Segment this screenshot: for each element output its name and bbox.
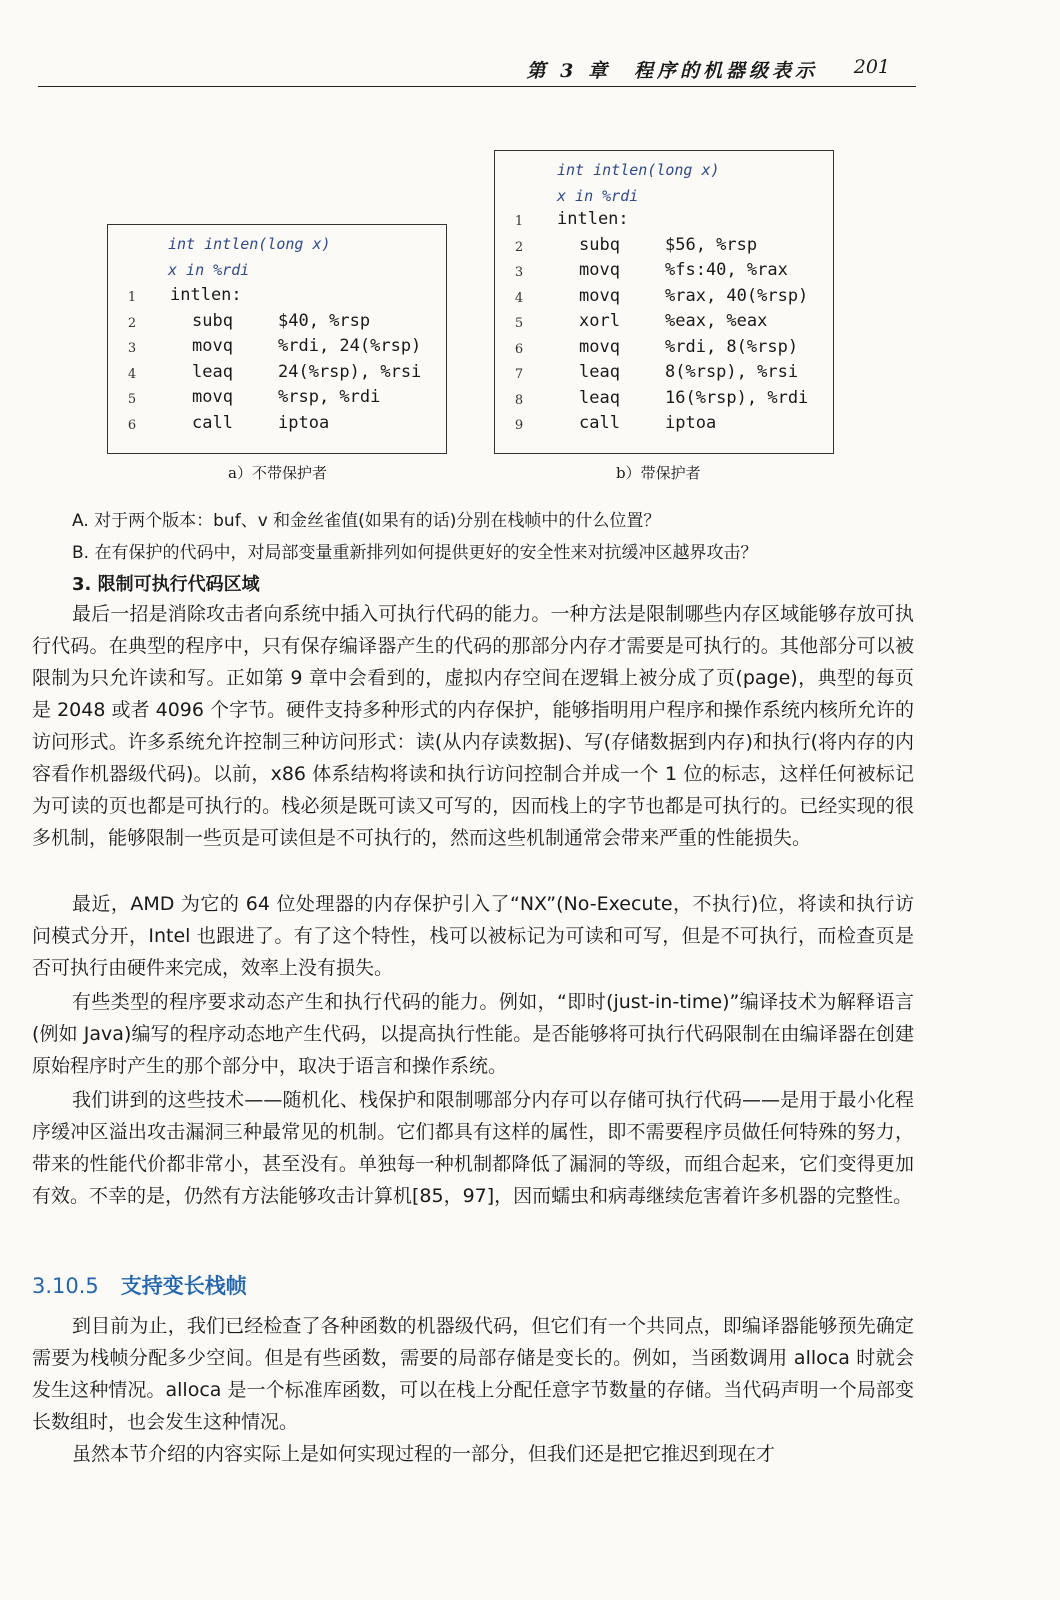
paragraph-1: 最后一招是消除攻击者向系统中插入可执行代码的能力。一种方法是限制哪些内存区域能够存放可执行代码。在典型的程序中，只有保存编译器产生的代码的那部分内存才需要是可执行的。其他部分可以被限制为只允许读和写。正如第 9 章中会看到的，虚拟内存空间在逻辑上被分成了页(page)，典型的每页是 2048 或者 4096 个字节。硬件支持多种形式的内存保护，能够指明用户程序和操作系统内核所允许的访问形式。许多系统允许控制三种访问形式：读(从内存读数据)、写(存储数据到内存)和执行(将内存的内容看作机器级代码)。以前，x86 体系结构将读和执行访问控制合并成一个 1 位的标志，这样任何被标记为可读的页也都是可执行的。栈必须是既可读又可写的，因而栈上的字节也都是可执行的。已经实现的很多机制，能够限制一些页是可读但是不可执行的，然而这些机制通常会带来严重的性能损失。 — [32, 603, 914, 849]
code-operands: %eax, %eax — [665, 311, 768, 331]
code-opcode: subq — [192, 310, 233, 331]
paragraph-4: 我们讲到的这些技术——随机化、栈保护和限制哪部分内存可以存储可执行代码——是用于最小化程序缓冲区溢出攻击漏洞三种最常见的机制。它们都具有这样的属性，即不需要程序员做任何特殊的努力，带来的性能代价都非常小，甚至没有。单独每一种机制都降低了漏洞的等级，而组合起来，它们变得更加有效。不幸的是，仍然有方法能够攻击计算机[85，97]，因而蠕虫和病毒继续危害着许多机器的完整性。 — [32, 1089, 914, 1207]
code-opcode: leaq — [192, 361, 233, 382]
figure-b-caption: b）带保护者 — [616, 464, 701, 482]
code-opcode: movq — [192, 387, 233, 407]
section-paragraph-2: 虽然本节介绍的内容实际上是如何实现过程的一部分，但我们还是把它推迟到现在才 — [72, 1443, 776, 1465]
line-number: 7 — [514, 367, 524, 382]
code-operands: 8(%rsp), %rsi — [665, 362, 799, 382]
code-line — [495, 337, 833, 362]
code-operands: 16(%rsp), %rdi — [665, 387, 809, 408]
code-operands: iptoa — [665, 413, 717, 433]
code-line — [108, 387, 446, 412]
line-number: 5 — [514, 316, 524, 331]
code-opcode: xorl — [579, 311, 620, 331]
paragraph-2: 最近，AMD 为它的 64 位处理器的内存保护引入了“NX”(No-Execute，不执行)位，将读和执行访问模式分开，Intel 也跟进了。有了这个特性，栈可以被标记为可读和可写，但是不可执行，而检查页是否可执行由硬件来完成，效率上没有损失。 — [32, 893, 914, 979]
code-line — [495, 388, 833, 413]
line-number: 1 — [514, 214, 524, 229]
code-opcode: leaq — [579, 387, 620, 408]
code-opcode: call — [192, 412, 233, 433]
code-operands: iptoa — [278, 412, 330, 433]
section-title: 支持变长栈帧 — [120, 1274, 247, 1298]
code-operands: %fs:40, %rax — [665, 260, 788, 280]
page-number: 201 — [853, 56, 890, 78]
line-number: 5 — [127, 392, 137, 407]
line-number: 3 — [514, 265, 524, 280]
code-line — [495, 209, 833, 234]
chapter-title: 第 3 章 程序的机器级表示 — [526, 60, 818, 82]
line-number: 2 — [127, 315, 137, 331]
code-operands: %rax, 40(%rsp) — [665, 285, 809, 306]
line-number: 9 — [514, 418, 524, 433]
line-number: 6 — [127, 417, 137, 433]
line-number: 4 — [127, 366, 137, 382]
line-number: 1 — [127, 290, 137, 305]
code-line — [108, 285, 446, 310]
code-opcode: movq — [192, 336, 233, 356]
subsection-heading: 3. 限制可执行代码区域 — [72, 574, 260, 595]
code-line — [108, 336, 446, 361]
code-operands: $40, %rsp — [278, 310, 371, 331]
code-comment-param: x in %rdi — [168, 261, 250, 279]
code-operands: 24(%rsp), %rsi — [278, 361, 422, 382]
code-line — [495, 362, 833, 387]
code-figure-a — [107, 224, 447, 454]
question-a: A. 对于两个版本：buf、v 和金丝雀值(如果有的话)分别在栈帧中的什么位置？ — [72, 511, 661, 531]
code-opcode: movq — [579, 260, 620, 280]
code-line — [495, 260, 833, 285]
code-opcode: leaq — [579, 362, 620, 382]
section-number: 3.10.5 — [32, 1274, 99, 1298]
code-line — [108, 362, 446, 387]
figure-a-caption: a）不带保护者 — [228, 464, 327, 482]
code-line — [108, 413, 446, 438]
code-figure-b — [494, 150, 834, 454]
line-number: 6 — [514, 341, 524, 357]
code-operands: %rdi, 24(%rsp) — [278, 336, 422, 356]
code-comment-signature: int intlen(long x) — [168, 235, 331, 253]
section-heading — [32, 1270, 247, 1300]
code-opcode: subq — [579, 234, 620, 255]
page-header — [38, 52, 916, 87]
code-line — [495, 413, 833, 438]
code-line — [108, 311, 446, 336]
code-opcode: call — [579, 413, 620, 433]
question-b: B. 在有保护的代码中，对局部变量重新排列如何提供更好的安全性来对抗缓冲区越界攻击？ — [72, 543, 758, 563]
code-opcode: movq — [579, 336, 620, 357]
line-number: 4 — [514, 290, 524, 306]
line-number: 8 — [514, 392, 524, 408]
code-label: intlen: — [170, 285, 242, 305]
code-operands: $56, %rsp — [665, 234, 758, 255]
section-paragraph-1: 到目前为止，我们已经检查了各种函数的机器级代码，但它们有一个共同点，即编译器能够预先确定需要为栈帧分配多少空间。但是有些函数，需要的局部存储是变长的。例如，当函数调用 alloca 时就会发生这种情况。alloca 是一个标准库函数，可以在栈上分配任意字节数量的存储。当代码声明一个局部变长数组时，也会发生这种情况。 — [32, 1315, 914, 1433]
line-number: 2 — [514, 239, 524, 255]
code-line — [495, 235, 833, 260]
code-line — [495, 286, 833, 311]
line-number: 3 — [127, 341, 137, 356]
paragraph-3: 有些类型的程序要求动态产生和执行代码的能力。例如，“即时(just-in-time)”编译技术为解释语言(例如 Java)编写的程序动态地产生代码，以提高执行性能。是否能够将可执行代码限制在由编译器在创建原始程序时产生的那个部分中，取决于语言和操作系统。 — [32, 991, 914, 1077]
code-comment-param: x in %rdi — [557, 187, 639, 205]
code-comment-signature: int intlen(long x) — [557, 161, 720, 179]
code-label: intlen: — [557, 209, 629, 229]
code-line — [495, 311, 833, 336]
code-operands: %rsp, %rdi — [278, 387, 381, 407]
code-opcode: movq — [579, 285, 620, 306]
code-operands: %rdi, 8(%rsp) — [665, 336, 799, 357]
